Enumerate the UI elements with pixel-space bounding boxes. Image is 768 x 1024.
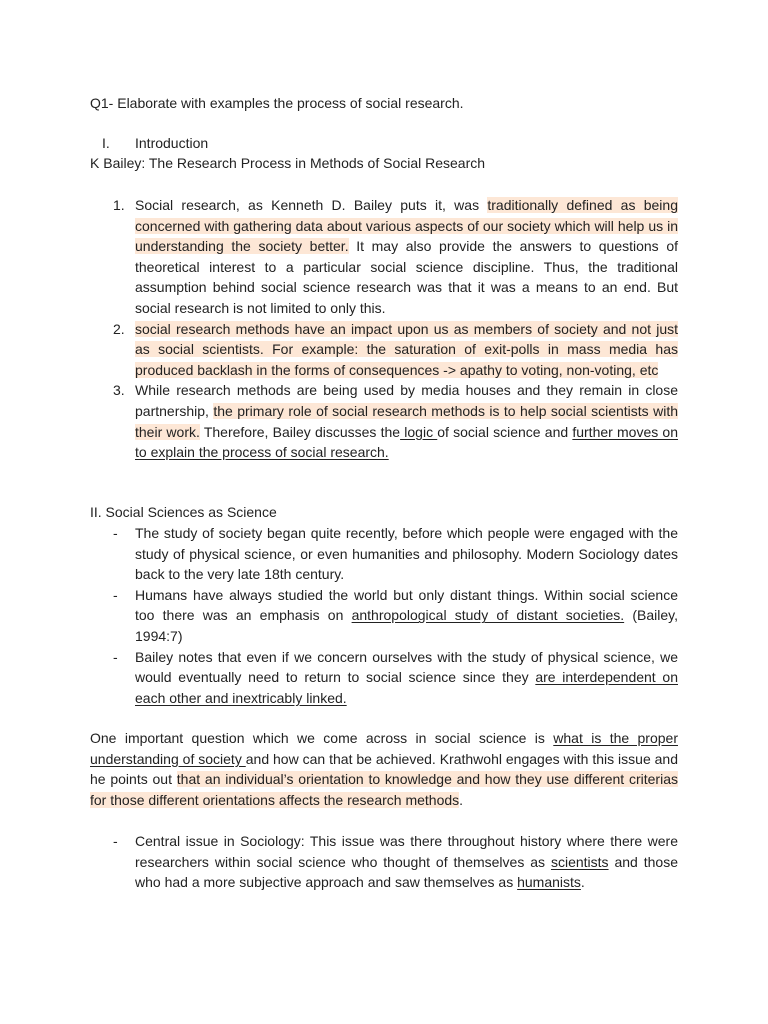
dash-marker: - [113, 525, 118, 541]
item-text: Humans have always studied the world but only distant things. Within social science too there was an emphasis on [135, 586, 678, 624]
underlined-text: logic [400, 423, 438, 440]
underlined-text: are interdependent on each other and inextricably linked. [135, 669, 678, 706]
item-text: Therefore, Bailey discusses the [199, 423, 401, 440]
list-item [90, 523, 678, 585]
item-text: Central issue in Sociology: This issue was there throughout history where there were researchers within social science who thought of themselves as [135, 833, 678, 870]
numbered-list [90, 195, 678, 463]
source-line: K Bailey: The Research Process in Methods of Social Research [90, 155, 486, 171]
item-text: . [580, 874, 585, 891]
item-text: of social science and [437, 423, 573, 440]
body-paragraph [90, 728, 678, 810]
list-item [90, 585, 678, 647]
underlined-text: what is the proper understanding of society [90, 730, 678, 767]
list-number: 1. [113, 197, 125, 213]
item-text: (Bailey, 1994:7) [135, 607, 678, 644]
item-text: The study of society began quite recently, before which people were engaged with the study of physical science, or even humanities and philosophy. Modern Sociology dates back to the very late 18th century. [135, 525, 678, 583]
bullet-list [90, 523, 678, 708]
item-text: It may also provide the answers to questions of theoretical interest to a particular social science discipline. Thus, the traditional assumption behind social science research was that it was a means to an end. But social research is not limited to only this. [135, 238, 678, 316]
dash-marker: - [113, 648, 118, 665]
underlined-text: scientists [550, 853, 609, 870]
section-2-heading: II. Social Sciences as Science [90, 504, 277, 520]
underlined-text: anthropological study of distant societies. [351, 607, 625, 624]
bullet-list [90, 831, 678, 893]
dash-marker: - [113, 586, 118, 603]
item-text: While research methods are being used by media houses and they remain in close partnership, [135, 382, 678, 419]
underlined-text: humanists [517, 874, 581, 891]
list-item [90, 380, 678, 462]
highlighted-text: that an individual’s orientation to knowledge and how they use different criterias for those different orientations affects the research methods [90, 771, 678, 808]
paragraph-text: One important question which we come across in social science is [90, 730, 554, 746]
list-item [90, 831, 678, 893]
dash-marker: - [113, 833, 118, 849]
list-item [90, 195, 678, 319]
list-item [90, 319, 678, 381]
list-item [90, 647, 678, 709]
list-number: 3. [113, 382, 125, 399]
highlighted-text: the primary role of social research methods is to help social scientists with their work. [135, 402, 678, 440]
item-text: Bailey notes that even if we concern ourselves with the study of physical science, we would eventually need to return to social science since they [135, 648, 678, 686]
item-text: Social research, as Kenneth D. Bailey puts it, was [135, 197, 488, 213]
section-1-title: Introduction [135, 135, 209, 151]
question-title: Q1- Elaborate with examples the process of social research. [90, 95, 464, 111]
paragraph-text: and how can that be achieved. Krathwohl engages with this issue and he points out [90, 750, 679, 788]
highlighted-text: social research methods have an impact upon us as members of society and not just as social scientists. For example: the saturation of exit-polls in mass media has produced backlash in the forms of consequences -> apathy to voting, non-voting, etc [135, 320, 678, 378]
item-text: and those who had a more subjective approach and saw themselves as [135, 853, 679, 891]
list-number: 2. [113, 320, 125, 337]
highlighted-text: traditionally defined as being concerned with gathering data about various aspects of our society which will help us in understanding the society better. [135, 197, 678, 255]
section-1-heading [102, 134, 208, 152]
paragraph-text: . [459, 791, 464, 808]
underlined-text: further moves on to explain the process of social research. [135, 423, 679, 461]
section-1-number: I. [102, 135, 110, 151]
